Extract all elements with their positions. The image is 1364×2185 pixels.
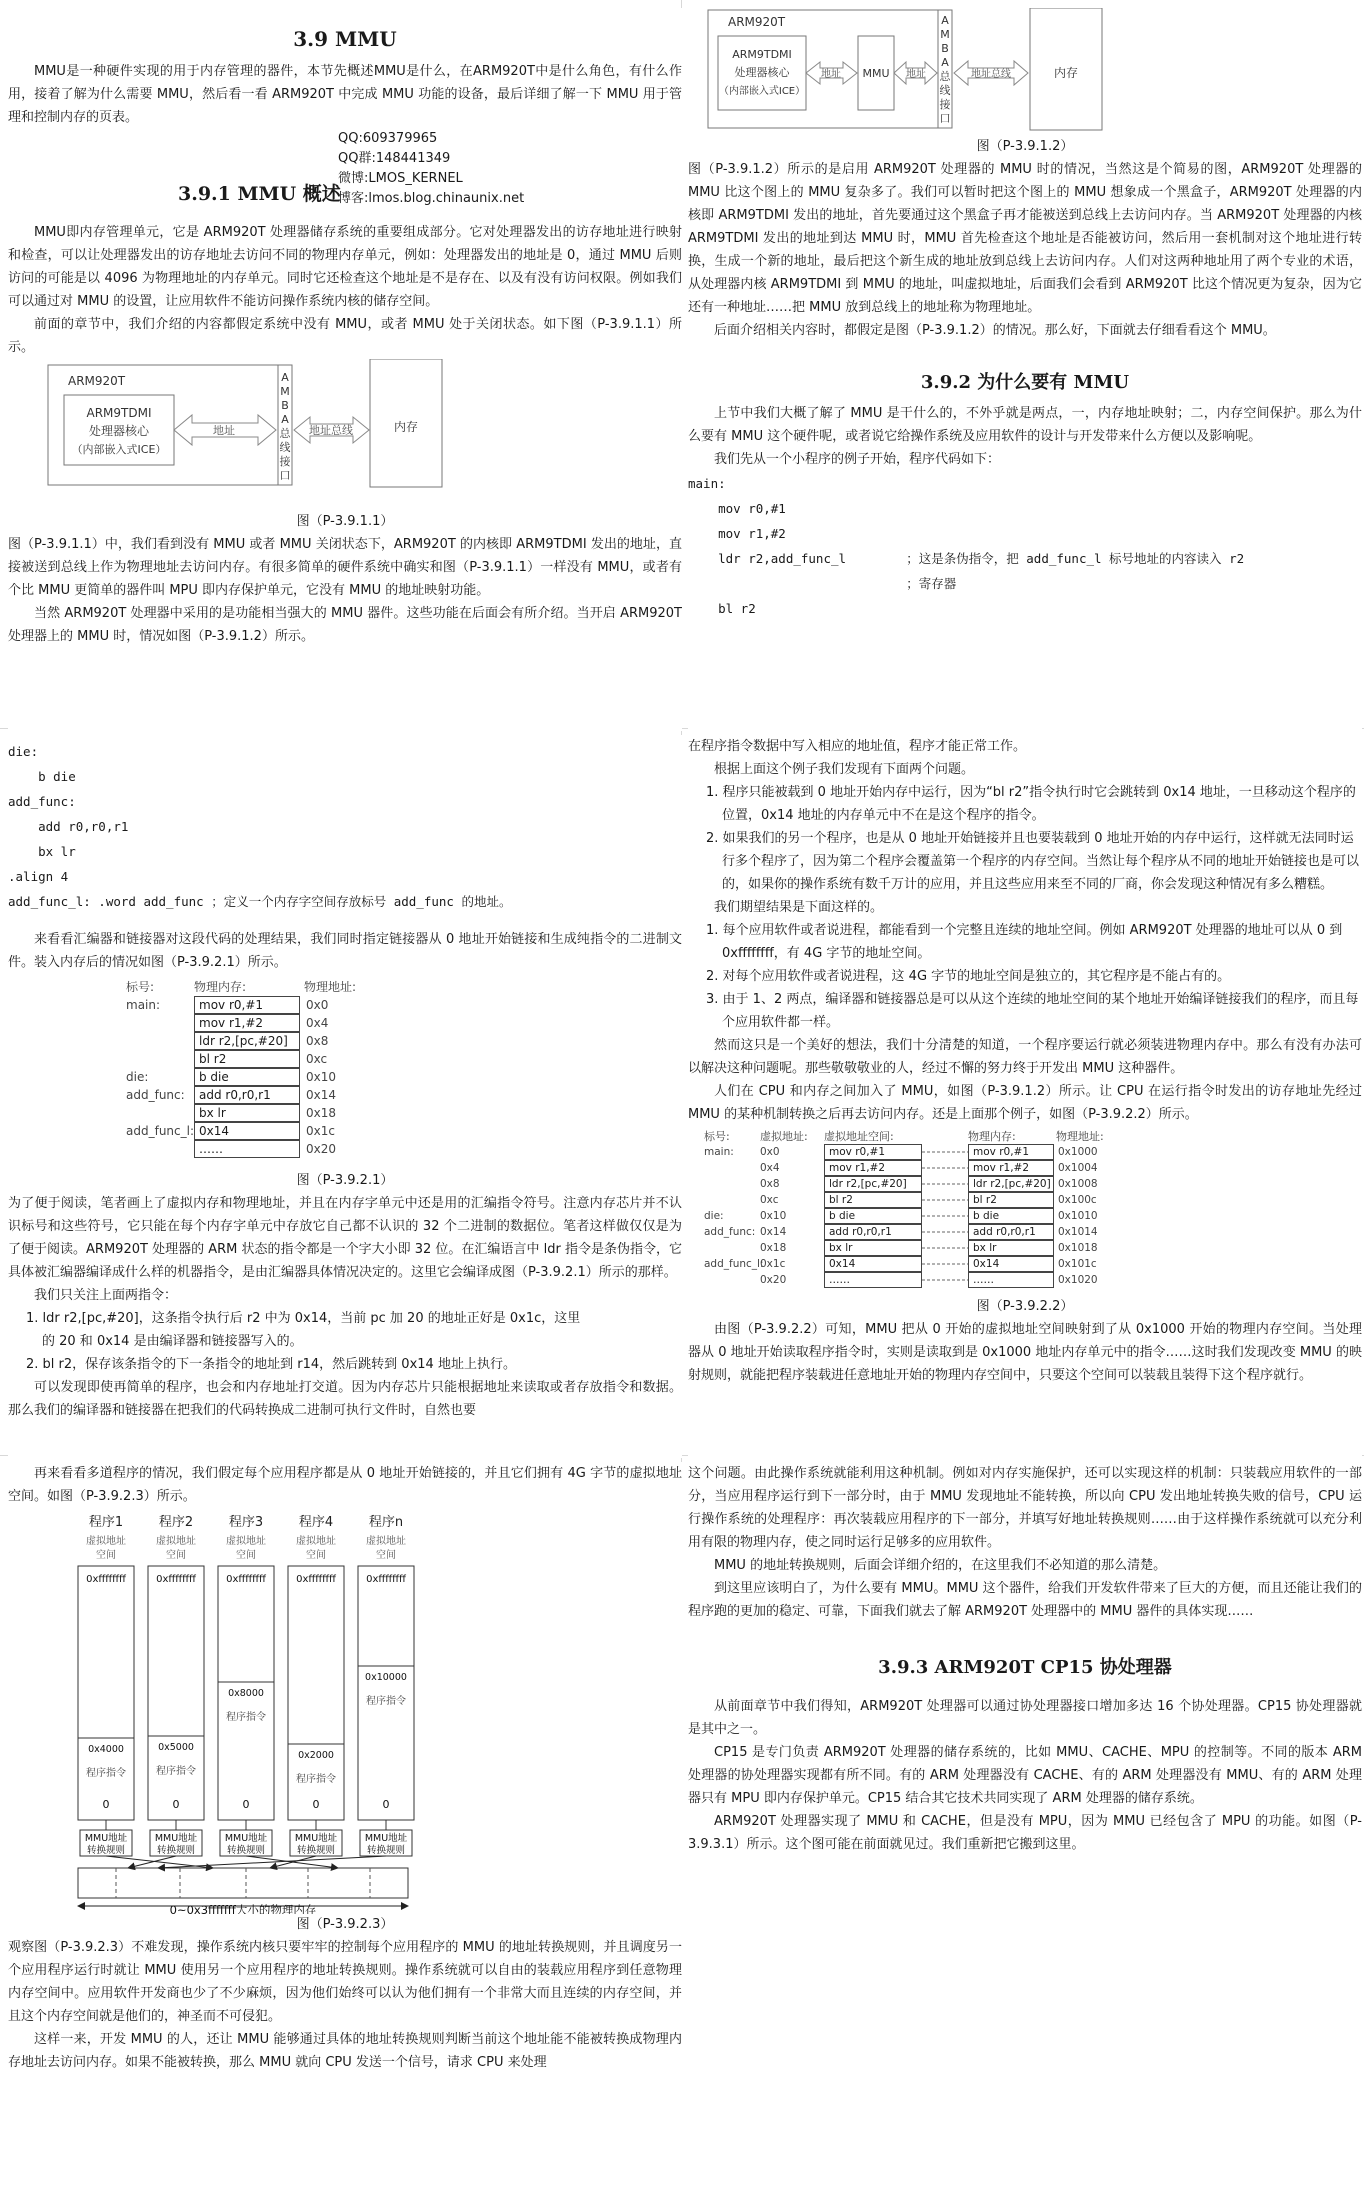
program-code-label: 程序指令 (296, 1774, 336, 1785)
paragraph: 从前面章节中我们得知，ARM920T 处理器可以通过协处理器接口增加多达 16 个协处理器。CP15 协处理器就是其中之一。 (688, 1699, 1362, 1737)
paragraph: CP15 是专门负责 ARM920T 处理器的储存系统的，比如 MMU、CACHE、MPU 的控制等。不同的版本 ARM 处理器的协处理器实现都有所不同。有的 ARM 处理器没有 CACHE、有的 ARM 处理器没有 MMU、有的 ARM 处理器只有 MPU 即内存保护单元。CP15 结合其它技术共同实现了 ARM 处理器的储存系统。 (688, 1745, 1362, 1806)
paragraph: ARM920T 处理器实现了 MMU 和 CACHE，但是没有 MPU，因为 MMU 已经包含了 MPU 的功能。如图（P-3.9.3.1）所示。这个图可能在前面就见过。我们重新把它搬到这里。 (688, 1814, 1362, 1852)
list-item: 1. 每个应用软件或者说进程，都能看到一个完整且连续的地址空间。例如 ARM920T 处理器的地址可以从 0 到 0xffffffff，有 4G 字节的地址空间。 (706, 923, 1343, 961)
amba-letter: B (941, 42, 949, 55)
figure-virtual-to-physical: 标号: 虚拟地址: 虚拟地址空间: 物理内存: 物理地址: main: 0x0 mov r0,#1 mov r0,#1 0x1000 0x4 mov r1,#2 mov r1,#2 0x1004 0x8 ldr r2,[pc,#20] ldr r2,[pc,#20] 0x1008 0xc bl r2 bl r2 0x100c die: 0x10 b die b die 0x1010 add_func: 0x14 add r0,r0,r1 add r0,r0,r1 0x1014 0x18 bx lr bx lr 0x1018 add_func_l: 0x1c 0x14 0x14 0x101c 0x20 …… …… 0x1020 (704, 1130, 1104, 1286)
code-line: .align 4 (8, 869, 69, 884)
code-line: add_func_l: .word add_func ；定义一个内存字空间存放标号 add_func 的地址。 (8, 894, 512, 909)
amba-letter: A (281, 413, 289, 426)
virtual-memory-cell: mov r0,#1 (824, 1144, 922, 1160)
row-label: main: (704, 1146, 734, 1158)
figure-caption: 图（P-3.9.1.1） (296, 514, 394, 529)
paragraph: 前面的章节中，我们介绍的内容都假定系统中没有 MMU，或者 MMU 处于关闭状态。如下图（P-3.9.1.1）所示。 (8, 317, 682, 355)
mmu-rule-label: MMU地址 (294, 1833, 338, 1844)
figure-physical-memory: 标号: 物理内存: 物理地址: main: mov r0,#1 0x0 mov r1,#2 0x4 ldr r2,[pc,#20] 0x8 bl r2 0xc die: b die 0x10 add_func: add r0,r0,r1 0x14 bx lr 0x18 add_func_l: 0x14 0x1c …… 0x20 (126, 980, 357, 1156)
list-item: 3. 由于 1、2 两点，编译器和链接器总是可以从这个连续的地址空间的某个地址开始编译链接我们的程序，而且每个应用软件都一样。 (706, 992, 1359, 1030)
paragraph: 这样一来，开发 MMU 的人，还让 MMU 能够通过具体的地址转换规则判断当前这个地址能不能被转换成物理内存地址去访问内存。如果不能被转换，那么 MMU 就向 CPU 发送一个信号，请求 CPU 来处理 (8, 2032, 682, 2070)
top-address: 0xffffffff (86, 1574, 126, 1585)
svg-text:（内部嵌入式ICE）: （内部嵌入式ICE） (718, 86, 806, 97)
virtual-address: 0x14 (760, 1226, 787, 1238)
subsection-title: 3.9.2 为什么要有 MMU (920, 372, 1130, 393)
physical-address: 0x0 (306, 998, 329, 1012)
physical-address: 0x1018 (1058, 1242, 1098, 1254)
code-line: add_func: (8, 794, 76, 809)
paragraph: 当然 ARM920T 处理器中采用的是功能相当强大的 MMU 器件。这些功能在后面会有所介绍。当开启 ARM920T 处理器上的 MMU 时，情况如图（P-3.9.1.2）所示。 (8, 606, 682, 644)
zero-address: 0 (312, 1798, 320, 1811)
virtual-memory-cell: bx lr (824, 1240, 922, 1256)
contact-qq: QQ:609379965 (338, 131, 438, 146)
amba-letter: A (941, 56, 949, 69)
paragraph: 我们只关注上面两指令： (34, 1288, 178, 1303)
paragraph: 然而这只是一个美好的想法，我们十分清楚的知道，一个程序要运行就必须装进物理内存中。那么有没有办法可以解决这种问题呢。那些敬敬敬业的人，经过不懈的努力终于开发出 MMU 这种器件。 (688, 1038, 1362, 1076)
mmu-rule-label: MMU地址 (364, 1833, 408, 1844)
start-address: 0x5000 (158, 1742, 194, 1753)
list-item: 2. 对每个应用软件或者说进程，这 4G 字节的地址空间是独立的，其它程序是不能占有的。 (706, 969, 1231, 984)
row-label: add_func_l: (704, 1258, 764, 1270)
paragraph: 图（P-3.9.1.2）所示的是启用 ARM920T 处理器的 MMU 时的情况，当然这是个简易的图，ARM920T 处理器的 MMU 比这个图上的 MMU 复杂多了。我们可以暂时把这个图上的 MMU 想象成一个黑盒子，ARM920T 处理器的内核即 ARM9TDMI 发出的地址，首先要通过这个黑盒子再才能被送到总线上去访问内存。当 ARM920T 处理器的内核 ARM9TDMI 发出的地址到达 MMU 时，MMU 首先检查这个地址是否能被访问，然后用一套机制对这个地址进行转换，生成一个新的地址，最后把这个新生成的地址放到总线上去访问内存。人们对这两种地址用了两个专业的术语，从处理器内核 ARM9TDMI 到 MMU 的地址，叫虚拟地址，后面我们会看到 ARM920T 比这个情况更为复杂，因为它还有一种地址……把 MMU 放到总线上的地址称为物理地址。 (688, 162, 1362, 315)
physical-address: 0x10 (306, 1070, 337, 1084)
svg-text:地址总线: 地址总线 (309, 424, 353, 437)
paragraph: 我们期望结果是下面这样的。 (714, 900, 884, 915)
svg-text:地址: 地址 (821, 69, 841, 80)
virtual-memory-cell: …… (824, 1272, 922, 1288)
page-panel-3 (8, 735, 682, 1458)
paragraph: 这个问题。由此操作系统就能利用这种机制。例如对内存实施保护，还可以实现这样的机制：只装载应用软件的一部分，当应用程序运行到下一部分时，由于 MMU 发现地址不能转换，所以向 CPU 发出地址转换失败的信号，CPU 运行操作系统的处理程序：再次装载应用程序的下一部分，并填写好地址转换规则……由于这样操作系统就可以充分利用有限的物理内存，使之同时运行足够多的应用软件。 (688, 1466, 1362, 1550)
section-title: 3.9 MMU (293, 27, 397, 51)
physical-memory-cell: bl r2 (968, 1192, 1054, 1208)
amba-letter: M (280, 385, 290, 398)
paragraph: 观察图（P-3.9.2.3）不难发现，操作系统内核只要牢牢的控制每个应用程序的 MMU 的地址转换规则，并且调度另一个应用程序运行时就让 MMU 使用另一个应用程序的地址转换规则。操作系统就可以自由的装载应用程序到任意物理内存空间中。应用软件开发商也少了不少麻烦，因为他们始终可以认为他们拥有一个非常大而且连续的内存空间，并且这个内存空间就是他们的，神圣而不可侵犯。 (8, 1940, 682, 2024)
page-panel-6 (688, 1462, 1362, 2185)
svg-text:ARM9TDMI: ARM9TDMI (86, 406, 152, 420)
mmu-rule-label: 转换规则 (156, 1845, 196, 1856)
mmu-rule-label: MMU地址 (224, 1833, 268, 1844)
amba-letter: 线 (939, 84, 951, 97)
program-label: 程序3 (228, 1515, 264, 1530)
code-line: ；寄存器 (688, 576, 957, 591)
amba-letter: 线 (279, 441, 291, 454)
subsection-title: 3.9.1 MMU 概述 (178, 183, 341, 205)
svg-text:地址: 地址 (906, 69, 926, 80)
memory-cell: …… (194, 1140, 300, 1158)
svg-text:内存: 内存 (393, 420, 419, 434)
virtual-space-box (358, 1566, 414, 1820)
amba-letter: 口 (939, 112, 951, 125)
code-line: add r0,r0,r1 (8, 819, 129, 834)
figure-caption: 图（P-3.9.2.3） (296, 1917, 394, 1932)
virtual-address: 0x0 (760, 1146, 780, 1158)
zero-address: 0 (102, 1798, 110, 1811)
subtitle-area (8, 129, 682, 221)
figure-caption: 图（P-3.9.1.2） (976, 139, 1074, 154)
virtual-address: 0x4 (760, 1162, 780, 1174)
code-line: mov r1,#2 (688, 526, 786, 541)
page-panel-2 (688, 8, 1362, 731)
amba-letter: 接 (279, 455, 291, 468)
list-item: 1. ldr r2,[pc,#20]，这条指令执行后 r2 中为 0x14，当前 pc 加 20 的地址正好是 0x1c，这里 (26, 1311, 581, 1326)
physical-memory-cell: mov r1,#2 (968, 1160, 1054, 1176)
paragraph: 来看看汇编器和链接器对这段代码的处理结果，我们同时指定链接器从 0 地址开始链接和生成纯指令的二进制文件。装入内存后的情况如图（P-3.9.2.1）所示。 (8, 932, 682, 970)
paragraph: 为了便于阅读，笔者画上了虚拟内存和物理地址，并且在内存字单元中还是用的汇编指令符号。注意内存芯片并不认识标号和这些符号，它只能在每个内存字单元中存放它自己都不认识的 32 个二进制的数据位。笔者这样做仅仅是为了便于阅读。ARM920T 处理器的 ARM 状态的指令都是一个字大小即 32 位。在汇编语言中 ldr 指令是条伪指令，它具体被汇编器编译成什么样的机器指令，是由汇编器具体情况决定的。这里它会编译成图（P-3.9.2.1）所示的那样。 (8, 1196, 682, 1280)
top-address: 0xffffffff (366, 1574, 406, 1585)
physical-address: 0x1004 (1058, 1162, 1098, 1174)
arm920t-label: ARM920T (68, 374, 126, 388)
physical-address: 0x100c (1058, 1194, 1097, 1206)
memory-cell: 0x14 (194, 1122, 300, 1140)
page-panel-4 (688, 735, 1362, 1458)
mmu-rule-label: 转换规则 (296, 1845, 336, 1856)
physical-memory-label: 0~0x3fffffff大小的物理内存 (169, 1903, 317, 1914)
physical-memory-cell: 0x14 (968, 1256, 1054, 1272)
physical-memory-cell: mov r0,#1 (968, 1144, 1054, 1160)
row-label: add_func_l: (126, 1124, 194, 1138)
virtual-space-box (78, 1566, 134, 1820)
physical-address: 0x1c (306, 1124, 335, 1138)
paragraph: MMU 的地址转换规则，后面会详细介绍的，在这里我们不必知道的那么清楚。 (714, 1558, 1167, 1573)
memory-cell: mov r1,#2 (194, 1014, 300, 1032)
top-address: 0xffffffff (156, 1574, 196, 1585)
paragraph: 人们在 CPU 和内存之间加入了 MMU，如图（P-3.9.1.2）所示。让 CPU 在运行指令时发出的访存地址先经过 MMU 的某种机制转换之后再去访问内存。还是上面那个例子，如图（P-3.9.2.2）所示。 (688, 1084, 1362, 1122)
mmu-rule-label: 转换规则 (226, 1845, 266, 1856)
program-code-label: 程序指令 (366, 1696, 406, 1707)
vspace-label: 虚拟地址 (156, 1536, 196, 1547)
amba-letter: 总 (279, 427, 291, 440)
physical-memory-bar (78, 1868, 408, 1898)
virtual-space-box (148, 1566, 204, 1820)
mapping-arrow (128, 1856, 176, 1868)
physical-address: 0x20 (306, 1142, 337, 1156)
paragraph: 再来看看多道程序的情况，我们假定每个应用程序都是从 0 地址开始链接的，并且它们拥有 4G 字节的虚拟地址空间。如图（P-3.9.2.3）所示。 (8, 1466, 682, 1504)
svg-text:处理器核心: 处理器核心 (734, 66, 790, 79)
paragraph: 由图（P-3.9.2.2）可知，MMU 把从 0 开始的虚拟地址空间映射到了从 0x1000 开始的物理内存空间。当处理器从 0 地址开始读取程序指令时，实则是读取到是 0x1000 地址内存单元中的指令……这时我们发现改变 MMU 的映射规则，就能把程序装载进任意地址开始的物理内存空间中，只要这个空间可以装载且装得下这个程序就行。 (688, 1322, 1362, 1383)
paragraph: 可以发现即使再简单的程序，也会和内存地址打交道。因为内存芯片只能根据地址来读取或者存放指令和数据。那么我们的编译器和链接器在把我们的代码转换成二进制可执行文件时，自然也要 (8, 1380, 682, 1418)
physical-address: 0x8 (306, 1034, 329, 1048)
memory-cell: b die (194, 1068, 300, 1086)
start-address: 0x4000 (88, 1744, 124, 1755)
memory-cell: mov r0,#1 (194, 996, 300, 1014)
paragraph: 在程序指令数据中写入相应的地址值，程序才能正常工作。 (688, 739, 1027, 754)
amba-letter: B (281, 399, 289, 412)
memory-cell: ldr r2,[pc,#20] (194, 1032, 300, 1050)
svg-text:内存: 内存 (1053, 66, 1079, 80)
virtual-memory-cell: mov r1,#2 (824, 1160, 922, 1176)
physical-memory-cell: …… (968, 1272, 1054, 1288)
program-label: 程序2 (158, 1515, 194, 1530)
mmu-rule-label: 转换规则 (86, 1845, 126, 1856)
physical-address: 0x1014 (1058, 1226, 1098, 1238)
vspace-label: 空间 (166, 1550, 186, 1561)
amba-letter: M (940, 28, 950, 41)
program-code-label: 程序指令 (86, 1768, 126, 1779)
physical-address: 0x4 (306, 1016, 329, 1030)
program-code-label: 程序指令 (156, 1766, 196, 1777)
virtual-memory-cell: bl r2 (824, 1192, 922, 1208)
amba-letter: A (281, 371, 289, 384)
svg-text:处理器核心: 处理器核心 (88, 424, 150, 438)
vspace-label: 虚拟地址 (366, 1536, 406, 1547)
figure-multi-program (8, 1508, 682, 1914)
program-code-label: 程序指令 (226, 1712, 266, 1723)
paragraph: 图（P-3.9.1.1）中，我们看到没有 MMU 或者 MMU 关闭状态下，ARM920T 的内核即 ARM9TDMI 发出的地址，直接被送到总线上作为物理地址去访问内存。有很多简单的硬件系统中确实和图（P-3.9.1.1）一样没有 MMU，或者有个比 MMU 更简单的器件叫 MPU 即内存保护单元，它没有 MMU 的地址映射功能。 (8, 537, 682, 598)
page-panel-5 (8, 1462, 682, 2185)
memory-cell: bx lr (194, 1104, 300, 1122)
program-label: 程序1 (88, 1515, 124, 1530)
vspace-label: 虚拟地址 (296, 1536, 336, 1547)
virtual-address: 0x20 (760, 1274, 787, 1286)
row-label: add_func: (704, 1226, 756, 1238)
mmu-rule-label: 转换规则 (366, 1845, 406, 1856)
code-line: die: (8, 744, 39, 759)
vspace-label: 空间 (306, 1550, 326, 1561)
row-label: add_func: (126, 1088, 185, 1102)
memory-cell: bl r2 (194, 1050, 300, 1068)
paragraph: MMU即内存管理单元，它是 ARM920T 处理器储存系统的重要组成部分。它对处理器发出的访存地址进行映射和检查，可以让处理器发出的访存地址去访问不同的物理内存单元，例如：处理器发出的地址是 0，通过 MMU 后则访问的可能是以 4096 为物理地址的内存单元。同时它还检查这个地址是不是存在、以及有没有访问权限。例如我们可以通过对 MMU 的设置，让应用软件不能访问操作系统内核的储存空间。 (8, 225, 682, 309)
amba-letter: 接 (939, 98, 951, 111)
virtual-address: 0xc (760, 1194, 779, 1206)
amba-letter: 口 (279, 469, 291, 482)
program-label: 程序n (368, 1515, 404, 1530)
list-item: 2. 如果我们的另一个程序，也是从 0 地址开始链接并且也要装载到 0 地址开始的内存中运行，这样就无法同时运行多个程序了，因为第二个程序会覆盖第一个程序的内存空间。当然让每个程序从不同的地址开始链接也是可以的，如果你的操作系统有数千万计的应用，并且这些应用来至不同的厂商，你会发现这种情况有多么糟糕。 (706, 831, 1360, 892)
physical-address: 0xc (306, 1052, 328, 1066)
contact-blog: 博客:lmos.blog.chinaunix.net (338, 191, 525, 206)
mapping-arrow (158, 1856, 386, 1868)
list-item: 1. 程序只能被载到 0 地址开始内存中运行，因为“bl r2”指令执行时它会跳转到 0x14 地址，一旦移动这个程序的位置，0x14 地址的内存单元中不在是这个程序的指令。 (706, 785, 1356, 823)
start-address: 0x2000 (298, 1750, 334, 1761)
contact-qq-group: QQ群:148441349 (338, 151, 451, 166)
paragraph: 后面介绍相关内容时，都假定是图（P-3.9.1.2）的情况。那么好，下面就去仔细看看这个 MMU。 (714, 323, 1276, 338)
row-label: die: (704, 1210, 724, 1222)
virtual-memory-cell: ldr r2,[pc,#20] (824, 1176, 922, 1192)
physical-memory-cell: b die (968, 1208, 1054, 1224)
figure-caption: 图（P-3.9.2.1） (296, 1173, 394, 1188)
svg-text:（内部嵌入式ICE）: （内部嵌入式ICE） (71, 443, 167, 456)
row-label: main: (126, 998, 161, 1012)
figure-with-mmu (688, 8, 1362, 136)
zero-address: 0 (242, 1798, 250, 1811)
physical-address: 0x1008 (1058, 1178, 1098, 1190)
subsection-title: 3.9.3 ARM920T CP15 协处理器 (878, 1657, 1172, 1678)
figure-caption: 图（P-3.9.2.2） (976, 1299, 1074, 1314)
code-line: mov r0,#1 (688, 501, 786, 516)
physical-address: 0x14 (306, 1088, 337, 1102)
physical-memory-cell: add r0,r0,r1 (968, 1224, 1054, 1240)
paragraph: 根据上面这个例子我们发现有下面两个问题。 (714, 762, 975, 777)
svg-text:ARM9TDMI: ARM9TDMI (732, 48, 792, 61)
paragraph: 上节中我们大概了解了 MMU 是干什么的，不外乎就是两点，一，内存地址映射；二，内存空间保护。那么为什么要有 MMU 这个硬件呢，或者说它给操作系统及应用软件的设计与开发带来什么方便以及影响呢。 (688, 406, 1362, 444)
code-line: bl r2 (688, 601, 756, 616)
mmu-rule-label: MMU地址 (84, 1833, 128, 1844)
virtual-address: 0x8 (760, 1178, 780, 1190)
physical-address: 0x101c (1058, 1258, 1097, 1270)
zero-address: 0 (172, 1798, 180, 1811)
physical-address: 0x1010 (1058, 1210, 1098, 1222)
amba-letter: 总 (939, 70, 951, 83)
virtual-address: 0x1c (760, 1258, 786, 1270)
physical-memory-cell: ldr r2,[pc,#20] (968, 1176, 1054, 1192)
list-item-continuation: 的 20 和 0x14 是由编译器和链接器写入的。 (42, 1334, 303, 1349)
row-label: die: (126, 1070, 149, 1084)
zero-address: 0 (382, 1798, 390, 1811)
top-address: 0xffffffff (296, 1574, 336, 1585)
physical-address: 0x1000 (1058, 1146, 1098, 1158)
mmu-rule-label: MMU地址 (154, 1833, 198, 1844)
vspace-label: 虚拟地址 (86, 1536, 126, 1547)
code-line: main: (688, 476, 726, 491)
code-line: b die (8, 769, 76, 784)
code-line: ldr r2,add_func_l ；这是条伪指令，把 add_func_l 标号地址的内容读入 r2 (688, 551, 1245, 566)
paragraph: 到这里应该明白了，为什么要有 MMU。MMU 这个器件，给我们开发软件带来了巨大的方便，而且还能让我们的程序跑的更加的稳定、可靠，下面我们就去了解 ARM920T 处理器中的 MMU 器件的具体实现…… (688, 1581, 1362, 1619)
program-label: 程序4 (298, 1515, 334, 1530)
vspace-label: 虚拟地址 (226, 1536, 266, 1547)
list-item: 2. bl r2，保存该条指令的下一条指令的地址到 r14，然后跳转到 0x14 地址上执行。 (26, 1357, 516, 1372)
svg-text:MMU: MMU (862, 67, 890, 80)
virtual-memory-cell: 0x14 (824, 1256, 922, 1272)
virtual-address: 0x10 (760, 1210, 787, 1222)
virtual-memory-cell: b die (824, 1208, 922, 1224)
vspace-label: 空间 (376, 1550, 396, 1561)
top-address: 0xffffffff (226, 1574, 266, 1585)
contact-weibo: 微博:LMOS_KERNEL (338, 171, 463, 186)
physical-address: 0x1020 (1058, 1274, 1098, 1286)
physical-address: 0x18 (306, 1106, 337, 1120)
svg-text:地址总线: 地址总线 (971, 69, 1011, 80)
code-line: bx lr (8, 844, 76, 859)
start-address: 0x10000 (365, 1672, 407, 1683)
vspace-label: 空间 (96, 1550, 116, 1561)
virtual-address: 0x18 (760, 1242, 787, 1254)
physical-memory-cell: bx lr (968, 1240, 1054, 1256)
vspace-label: 空间 (236, 1550, 256, 1561)
figure-no-mmu (8, 359, 682, 511)
paragraph: 我们先从一个小程序的例子开始，程序代码如下： (714, 452, 1001, 467)
start-address: 0x8000 (228, 1688, 264, 1699)
page-panel-1 (8, 8, 682, 731)
memory-cell: add r0,r0,r1 (194, 1086, 300, 1104)
intro-paragraph: MMU是一种硬件实现的用于内存管理的器件，本节先概述MMU是什么，在ARM920T中是什么角色，有什么作用，接着了解为什么需要 MMU，然后看一看 ARM920T 中完成 MMU 功能的设备，最后详细了解一下 MMU 用于管理和控制内存的页表。 (8, 64, 682, 125)
amba-letter: A (941, 14, 949, 27)
virtual-memory-cell: add r0,r0,r1 (824, 1224, 922, 1240)
svg-text:地址: 地址 (213, 424, 235, 437)
svg-text:ARM920T: ARM920T (728, 15, 786, 29)
